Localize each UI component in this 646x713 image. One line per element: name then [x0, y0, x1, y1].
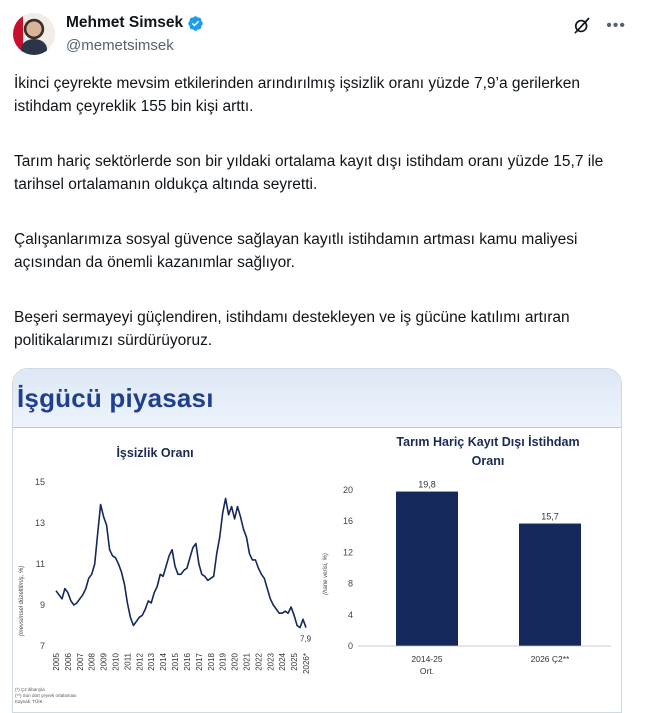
line-y-tick-label: 9	[39, 600, 45, 610]
bar-category-label: 2026 Ç2**	[530, 654, 570, 664]
bar-chart-title-line-1: Tarım Hariç Kayıt Dışı İstihdam	[396, 435, 580, 449]
bar-chart-title-line-2: Oranı	[471, 454, 505, 468]
bar-value-label: 15,7	[541, 511, 559, 522]
line-x-tick-label: 2006	[63, 653, 73, 671]
author-row	[66, 14, 204, 32]
bar-y-tick-label: 20	[342, 485, 353, 495]
author-display-name[interactable]: Mehmet Simsek	[66, 14, 184, 31]
media-image[interactable]	[12, 368, 622, 713]
bar-y-tick-label: 4	[347, 609, 353, 620]
tweet-paragraph: Tarım hariç sektörlerde son bir yıldaki ortalama kayıt dışı istihdam oranı yüzde 15,7 ile tarihsel ortalamanın oldukça altında seyretti.	[14, 153, 604, 193]
line-x-tick-label: 2025	[290, 653, 300, 671]
bar-category-label: 2014-25	[411, 654, 443, 664]
line-x-tick-label: 2005	[52, 653, 61, 671]
line-y-tick-label: 11	[35, 559, 45, 569]
line-x-tick-label: 2010	[111, 653, 121, 671]
tweet-paragraph: Çalışanlarımıza sosyal güvence sağlayan kayıtlı istihdamın artması kamu maliyesi açısından da önemli kazanımlar sağlıyor.	[14, 231, 578, 271]
line-x-tick-label: 2022	[254, 653, 264, 671]
avatar[interactable]	[13, 13, 55, 55]
line-x-tick-label: 2015	[171, 653, 181, 671]
line-x-tick-label: 2023	[266, 653, 276, 671]
unemployment-line	[56, 498, 306, 627]
author-handle[interactable]: @memetsimsek	[66, 37, 174, 54]
line-x-tick-label: 2017	[194, 653, 204, 671]
bar-value-label: 19,8	[418, 479, 436, 490]
bar-category-label: Ort.	[419, 666, 435, 676]
bar-chart-ylabel: (hane verisi, %)	[323, 553, 329, 595]
line-x-tick-label: 2016	[182, 653, 192, 671]
tweet-paragraph: İkinci çeyrekte mevsim etkilerinden arındırılmış işsizlik oranı yüzde 7,9’a gerilerken istihdam çeyreklik 155 bin kişi arttı.	[14, 75, 580, 115]
footnote: (*) Ç2 itibarıyla	[15, 687, 45, 692]
line-chart-ylabel: (mevsimsel düzeltilmiş, %)	[19, 565, 25, 637]
bar-y-tick-label: 8	[347, 578, 353, 589]
post-actions	[572, 16, 626, 36]
verified-icon[interactable]	[187, 15, 204, 32]
line-y-tick-label: 13	[34, 518, 45, 528]
line-x-tick-label: 2009	[99, 653, 109, 671]
line-x-tick-label: 2021	[242, 653, 252, 671]
line-chart-title: İşsizlik Oranı	[116, 446, 194, 460]
line-x-tick-label: 2019	[218, 653, 228, 671]
footnote: Kaynak: TÜİK	[15, 699, 43, 704]
image-title: İşgücü piyasası	[17, 383, 214, 413]
more-icon[interactable]: •••	[606, 17, 626, 34]
line-x-tick-label: 2013	[147, 653, 157, 671]
line-x-tick-label: 2011	[123, 653, 133, 671]
bar-y-tick-label: 0	[347, 641, 353, 651]
line-x-tick-label: 2007	[75, 653, 85, 671]
bar	[519, 524, 581, 646]
footnote: (**) Son dört çeyrek ortalaması	[15, 693, 77, 698]
line-x-tick-label: 2018	[206, 653, 216, 671]
line-y-tick-label: 15	[34, 477, 45, 487]
bar	[396, 492, 458, 646]
grok-icon[interactable]	[572, 16, 592, 36]
line-x-tick-label: 2020	[230, 653, 240, 671]
line-x-tick-label: 2014	[159, 653, 169, 671]
tweet-text	[14, 72, 624, 352]
line-y-tick-label: 7	[39, 641, 45, 651]
line-end-label: 7,9	[300, 634, 312, 644]
line-x-tick-label: 2012	[135, 653, 145, 671]
tweet-paragraph: Beşeri sermayeyi güçlendiren, istihdamı destekleyen ve iş gücüne katılımı artıran politikalarımızı sürdürüyoruz.	[14, 309, 570, 349]
line-x-tick-label: 2026*	[302, 653, 311, 674]
line-x-tick-label: 2008	[87, 653, 97, 671]
charts	[13, 369, 622, 713]
line-x-tick-label: 2024	[278, 653, 288, 671]
bar-y-tick-label: 16	[342, 516, 353, 527]
bar-y-tick-label: 12	[342, 547, 353, 558]
